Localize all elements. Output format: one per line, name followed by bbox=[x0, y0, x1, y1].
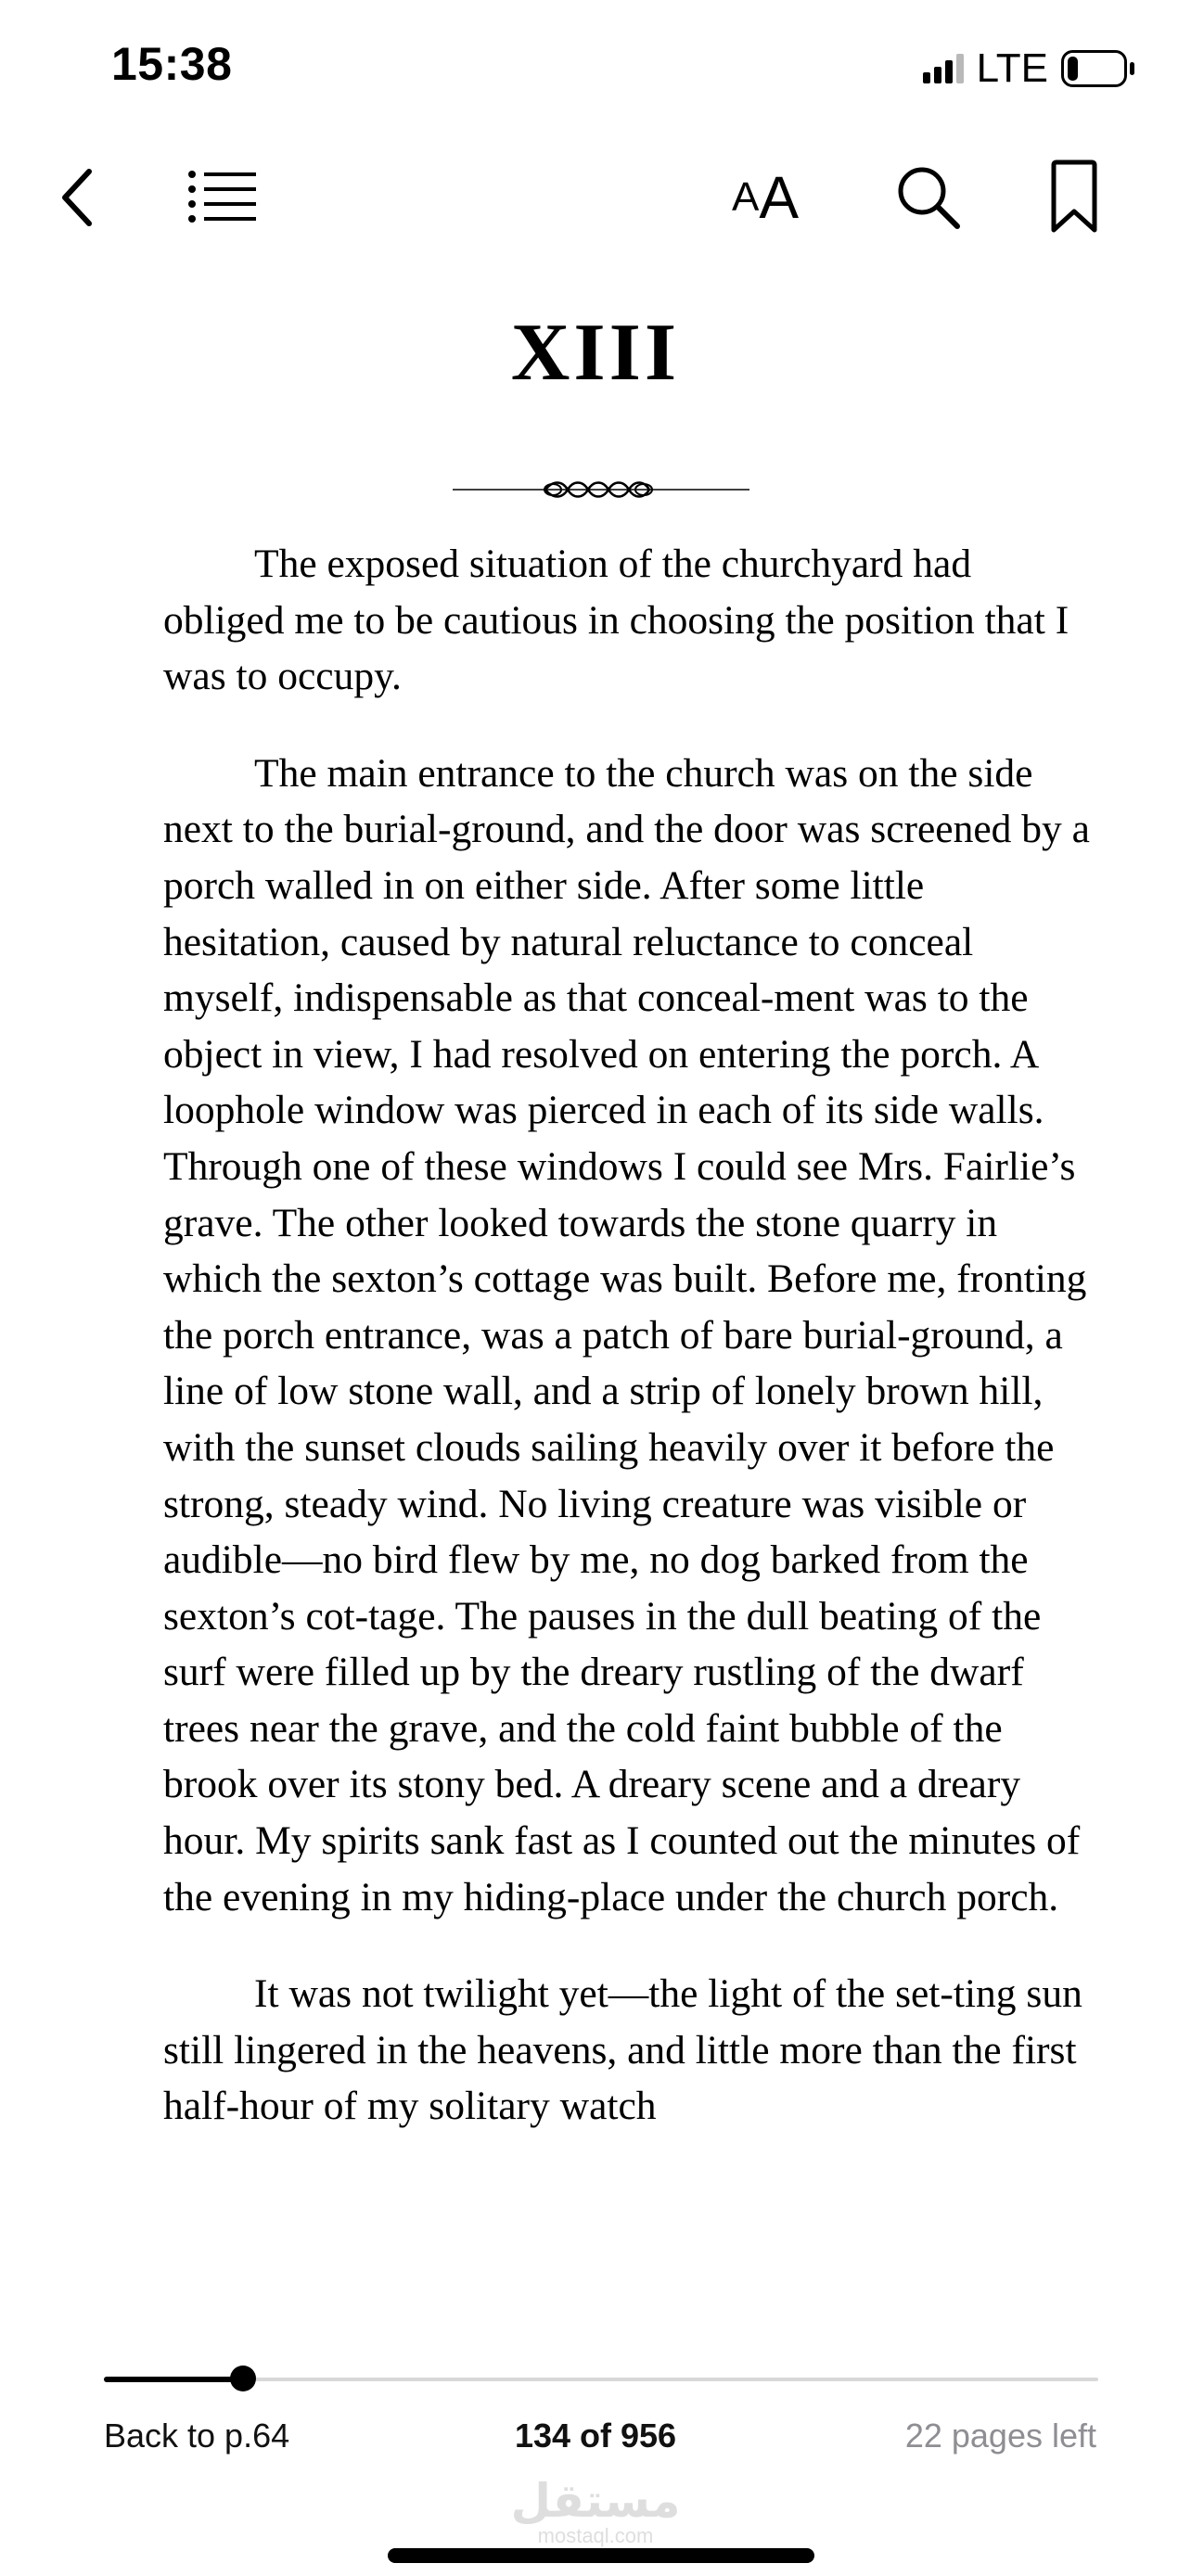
chevron-left-icon bbox=[58, 168, 96, 227]
progress-fill bbox=[104, 2377, 243, 2382]
page-counter: 134 of 956 bbox=[514, 2417, 677, 2455]
ornament-divider bbox=[453, 471, 749, 508]
bookmark-icon bbox=[1050, 159, 1098, 234]
search-icon bbox=[895, 164, 962, 231]
status-indicators bbox=[923, 43, 1135, 95]
list-icon bbox=[187, 169, 258, 224]
watermark-arabic: مستقل bbox=[510, 2474, 681, 2528]
status-time: 15:38 bbox=[111, 38, 233, 90]
network-label: LTE bbox=[976, 45, 1048, 91]
battery-icon bbox=[1061, 50, 1135, 87]
home-indicator[interactable] bbox=[388, 2548, 814, 2563]
chapter-title: XIII bbox=[510, 308, 681, 398]
paragraph: The exposed situation of the churchyard had obliged me to be cautious in choosing the position that I was to occupy. bbox=[163, 542, 1069, 699]
paragraph: It was not twilight yet—the light of the set-ting sun still lingered in the heavens, and little more than the first half-hour of my solitary watch bbox=[163, 1971, 1082, 2129]
signal-icon bbox=[923, 54, 964, 83]
text-size-large-label: A bbox=[759, 164, 800, 231]
back-button[interactable] bbox=[45, 156, 109, 239]
bookmark-button[interactable] bbox=[1039, 154, 1109, 239]
paragraph: The main entrance to the church was on the side next to the burial-ground, and the door was screened by a porch walled in on either side. After some little hesitation, caused by natural reluctance to conceal myself, indispensable as that conceal-ment was to the object in view, I had resolved on entering the porch. A loophole window was pierced in each of its side walls. Through one of these windows I could see Mrs. Fairlie’s grave. The other looked towards the stone quarry in which the sexton’s cottage was built. Before me, fronting the porch entrance, was a patch of bare burial-ground, a line of low stone wall, and a strip of lonely brown hill, with the sunset clouds sailing heavily over it before the strong, steady wind. No living creature was visible or audible—no bird flew by me, no dog barked from the sexton’s cot-tage. The pauses in the dull beating of the surf were filled up by the dreary rustling of the dwarf trees near the grave, and the cold faint bubble of the brook over its stony bed. A dreary scene and a dreary hour. My spirits sank fast as I counted out the minutes of the evening in my hiding-place under the church porch. bbox=[163, 750, 1090, 1919]
text-size-small-label: A bbox=[731, 174, 760, 220]
progress-knob[interactable] bbox=[230, 2366, 256, 2391]
pages-left: 22 pages left bbox=[904, 2417, 1096, 2455]
back-to-page-link[interactable]: Back to p.64 bbox=[104, 2417, 290, 2455]
text-size-button[interactable] bbox=[724, 156, 807, 239]
search-button[interactable] bbox=[889, 158, 968, 237]
watermark-latin: mostaql.com bbox=[537, 2524, 654, 2547]
reading-content bbox=[163, 536, 1100, 2175]
watermark bbox=[0, 2474, 1191, 2548]
contents-button[interactable] bbox=[184, 158, 262, 236]
